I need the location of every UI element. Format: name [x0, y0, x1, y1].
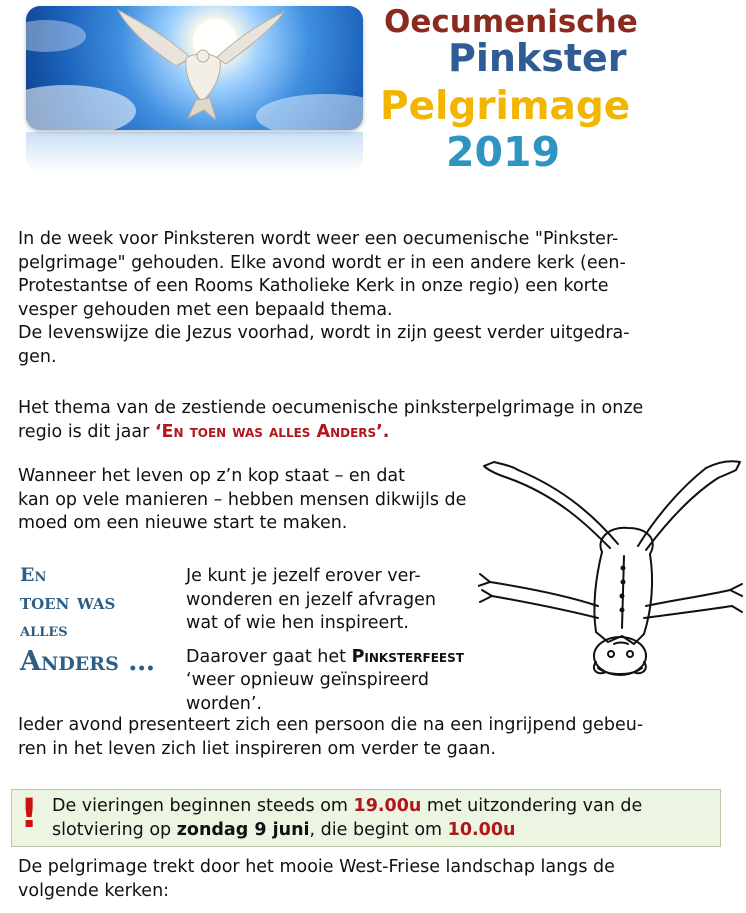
- theme-quote-open: ‘: [154, 421, 162, 442]
- theme-prefix: regio is dit jaar: [18, 421, 155, 442]
- theme-line: Het thema van de zestiende oecumenische pinksterpelgrimage in onze: [18, 398, 644, 418]
- person-line: ren in het leven zich liet inspireren om verder te gaan.: [18, 738, 496, 759]
- wonder-line: Je kunt je jezelf erover ver-: [186, 566, 421, 586]
- route-line: De pelgrimage trekt door het mooie West-Friese landschap langs de: [18, 857, 615, 877]
- wonder-paragraph: [186, 565, 486, 716]
- title-line-pelgrimage: Pelgrimage: [380, 84, 631, 129]
- notice-text: [52, 794, 712, 842]
- person-paragraph: [18, 714, 724, 761]
- notice-box: [11, 789, 721, 847]
- wonder-line: wat of wie hen inspireert.: [186, 613, 409, 633]
- theme-paragraph: [18, 397, 724, 444]
- side-motto: [20, 562, 175, 680]
- notice-date-final: zondag 9 juni: [176, 820, 310, 840]
- feast-line-2: ‘weer opnieuw geïnspireerd worden’.: [186, 670, 429, 714]
- title-line-oecumenische: Oecumenische: [384, 4, 638, 40]
- title-year: 2019: [446, 128, 561, 176]
- intro-line: De levenswijze die Jezus voorhad, wordt in zijn geest verder uitgedra-: [18, 323, 630, 343]
- notice-text-a: De vieringen beginnen steeds om: [52, 796, 354, 816]
- theme-title: En toen was alles Anders: [161, 421, 377, 442]
- exclamation-icon: !: [20, 791, 39, 837]
- feast-line: [186, 646, 486, 670]
- intro-line: gen.: [18, 346, 57, 367]
- route-paragraph: [18, 856, 724, 903]
- life-line: kan op vele manieren – hebben mensen dikwijls de: [18, 489, 467, 510]
- intro-line: Protestantse of een Rooms Katholieke Kerk in onze regio) een korte: [18, 276, 609, 296]
- notice-text-d: , die begint om: [309, 820, 448, 840]
- life-line: moed om een nieuwe start te maken.: [18, 513, 348, 533]
- banner-reflection: [26, 132, 363, 172]
- intro-line: In de week voor Pinksteren wordt weer een oecumenische "Pinkster-: [18, 229, 619, 249]
- route-line: volgende kerken:: [18, 880, 170, 901]
- upside-down-person-icon: [478, 456, 744, 678]
- notice-time-start: 19.00u: [353, 796, 422, 816]
- notice-time-final: 10.00u: [447, 820, 516, 840]
- life-paragraph: [18, 465, 518, 536]
- motto-line-1: En: [20, 564, 47, 586]
- dove-banner-image: [26, 6, 363, 130]
- life-line: Wanneer het leven op z’n kop staat – en dat: [18, 466, 406, 486]
- theme-quote-close: ’.: [376, 421, 390, 442]
- wonder-line: wonderen en jezelf afvragen: [186, 589, 436, 610]
- feast-prefix: Daarover gaat het: [186, 646, 352, 667]
- intro-line: vesper gehouden met een bepaald thema.: [18, 299, 393, 320]
- notice-line-1: [52, 794, 712, 818]
- theme-line-2: [18, 421, 724, 445]
- notice-text-b: met uitzondering van de: [421, 796, 643, 816]
- motto-line-3: alles: [20, 619, 68, 641]
- notice-line-2: [52, 818, 712, 842]
- intro-line: pelgrimage" gehouden. Elke avond wordt er in een andere kerk (een-: [18, 252, 626, 273]
- title-line-pinkster: Pinkster: [448, 36, 627, 80]
- upside-down-person-illustration: [478, 456, 744, 678]
- intro-paragraph: [18, 228, 724, 369]
- feast-word: Pinksterfeest: [351, 646, 464, 667]
- dove-in-sky-icon: [26, 6, 363, 130]
- notice-text-c: slotviering op: [52, 820, 177, 840]
- person-line: Ieder avond presenteert zich een persoon die na een ingrijpend gebeu-: [18, 715, 644, 735]
- motto-line-2: toen was: [20, 589, 116, 615]
- motto-line-4: Anders …: [20, 646, 156, 677]
